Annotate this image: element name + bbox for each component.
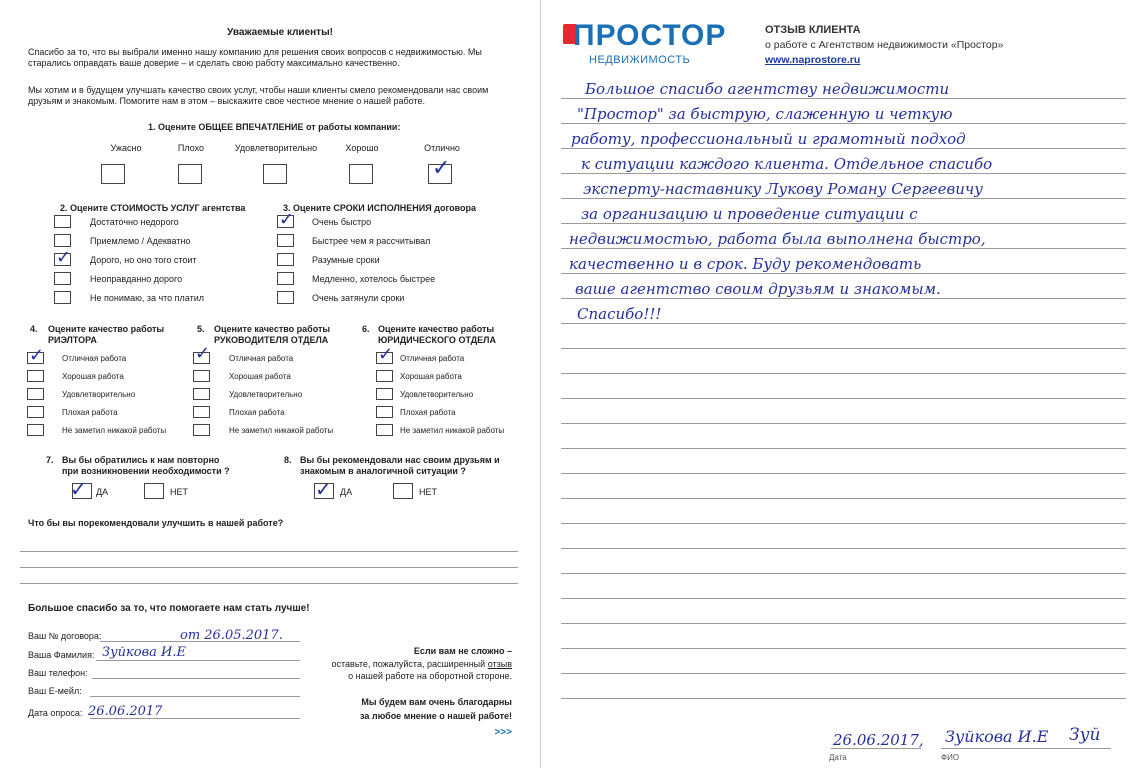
ruled-line [561,448,1126,449]
q2-checkbox[interactable] [54,215,71,228]
ruled-line [561,423,1126,424]
q4-checkbox[interactable] [27,370,44,382]
q1-option-label: Плохо [177,143,205,153]
q6-subject: ЮРИДИЧЕСКОГО ОТДЕЛА [378,335,496,345]
aside-line-3: о нашей работе на оборотной стороне. [348,671,512,681]
intro-paragraph-1: Спасибо за то, что вы выбрали именно нашу компанию для решения своих вопросов с недвижимостью. Мы старались оправдать ваше доверие – и сделать свою работу максимально качественно. [28,47,482,68]
ruled-line [561,498,1126,499]
ruled-line [561,198,1126,199]
footer-signature[interactable]: Зуй [1069,725,1101,745]
company-logo [563,18,727,68]
ruled-line [561,523,1126,524]
ruled-line [561,223,1126,224]
ruled-line [561,698,1126,699]
footer-date[interactable]: 26.06.2017, [833,731,924,749]
q6-option-label: Отличная работа [400,354,465,363]
q4-option-label: Не заметил никакой работы [62,426,167,435]
q6-checkbox[interactable] [376,388,393,400]
ruled-line [561,323,1126,324]
survey-page-front [0,0,540,768]
review-text-line[interactable]: "Простор" за быструю, слаженную и четкую [577,105,953,123]
thanks-line: Большое спасибо за то, что помогаете нам стать лучше! [28,603,310,614]
q5-option-label: Удовлетворительно [229,390,303,399]
q2-title: 2. Оцените СТОИМОСТЬ УСЛУГ агентства [60,203,246,213]
fio-sign-line [941,748,1111,749]
q7-no-checkbox[interactable] [144,483,164,499]
q6-option-label: Не заметил никакой работы [400,426,505,435]
q3-checkbox[interactable] [277,272,294,285]
q1-title: 1. Оцените ОБЩЕЕ ВПЕЧАТЛЕНИЕ от работы компании: [148,122,401,132]
q6-checkbox[interactable] [376,406,393,418]
q8-no-checkbox[interactable] [393,483,413,499]
email-line[interactable] [90,696,300,697]
q6-checkbox[interactable] [376,370,393,382]
review-text-line[interactable]: работу, профессиональный и грамотный подход [571,130,966,148]
q4-option-label: Плохая работа [62,408,118,417]
q4-checkbox[interactable] [27,424,44,436]
ruled-line [561,98,1126,99]
q8-no-label: НЕТ [419,487,437,497]
checkmark-icon: ✓ [29,345,45,366]
writing-line[interactable] [20,551,518,552]
logo-text: ПРОСТОР [573,19,727,52]
q5-option-label: Отличная работа [229,354,294,363]
review-heading: ОТЗЫВ КЛИЕНТА [765,24,861,36]
q1-option-label: Ужасно [110,143,142,153]
ruled-line [561,123,1126,124]
q1-checkbox-terrible[interactable] [101,164,125,184]
q6-title: Оцените качество работы [378,324,495,334]
ruled-line [561,373,1126,374]
q5-option-label: Плохая работа [229,408,285,417]
q3-checkbox[interactable] [277,253,294,266]
checkmark-icon: ✓ [195,343,211,364]
contract-label: Ваш № договора: [28,631,102,641]
q4-title: Оцените качество работы [48,324,165,334]
ruled-line [561,298,1126,299]
review-text-line[interactable]: качественно и в срок. Буду рекомендовать [569,255,922,273]
q7-no-label: НЕТ [170,487,188,497]
q2-checkbox[interactable] [54,234,71,247]
review-text-line[interactable]: Спасибо!!! [577,305,662,323]
q2-option-label: Дорого, но оно того стоит [90,255,197,265]
improve-question: Что бы вы порекомендовали улучшить в нашей работе? [28,518,284,528]
aside-line-2-text: оставьте, пожалуйста, расширенный [331,659,486,669]
intro-paragraph-2: Мы хотим и в будущем улучшать качество своих услуг, чтобы наши клиенты смело рекомендовали нас своим друзьям и знакомым. Помогите нам в этом – выскажите свое честное мнение о нашей работе. [28,85,489,106]
q6-option-label: Плохая работа [400,408,456,417]
q4-number: 4. [30,324,38,334]
greeting: Уважаемые клиенты! [227,27,333,38]
q4-option-label: Отличная работа [62,354,127,363]
q4-checkbox[interactable] [27,406,44,418]
ruled-line [561,273,1126,274]
q7-line1: Вы бы обратились к нам повторно [62,455,220,465]
q4-option-label: Хорошая работа [62,372,124,381]
q8-line1: Вы бы рекомендовали нас своим друзьям и [300,455,500,465]
q5-checkbox[interactable] [193,424,210,436]
footer-name[interactable]: Зуйкова И.Е [945,727,1049,746]
review-page-back [540,0,1140,768]
review-text-line[interactable]: недвижимостью, работа была выполнена быстро, [569,230,986,248]
q7-line2: при возникновении необходимости ? [62,466,230,476]
q2-checkbox[interactable] [54,291,71,304]
q4-checkbox[interactable] [27,388,44,400]
date-value[interactable]: 26.06.2017 [88,704,163,719]
ruled-line [561,573,1126,574]
checkmark-icon: ✓ [56,247,72,268]
contract-value[interactable]: от 26.05.2017. [180,628,283,643]
ruled-line [561,623,1126,624]
aside-line-4: Мы будем вам очень благодарны [361,697,512,707]
q4-subject: РИЭЛТОРА [48,335,97,345]
review-text-line[interactable]: Большое спасибо агентству недвижимости [585,80,950,98]
aside-line-1: Если вам не сложно – [413,646,512,656]
surname-value[interactable]: Зуйкова И.Е [102,645,187,660]
q7-number: 7. [46,455,54,465]
q5-option-label: Хорошая работа [229,372,291,381]
q1-option-label: Удовлетворительно [234,143,318,153]
q2-checkbox[interactable] [54,272,71,285]
q3-checkbox[interactable] [277,291,294,304]
q5-checkbox[interactable] [193,370,210,382]
q3-option-label: Разумные сроки [312,255,380,265]
review-subheading: о работе с Агентством недвижимости «Простор» [765,39,1004,51]
q1-checkbox-bad[interactable] [178,164,202,184]
fio-caption: ФИО [941,753,960,762]
ruled-line [561,648,1126,649]
checkmark-icon: ✓ [432,156,451,181]
q2-option-label: Приемлемо / Адекватно [90,236,191,246]
q8-number: 8. [284,455,292,465]
ruled-line [561,548,1126,549]
q1-checkbox-good[interactable] [349,164,373,184]
ruled-line [561,348,1126,349]
review-link[interactable]: отзыв [487,659,512,669]
ruled-line [561,173,1126,174]
phone-line[interactable] [92,678,300,679]
q3-option-label: Очень затянули сроки [312,293,405,303]
email-label: Ваш E-мейл: [28,686,82,696]
checkmark-icon: ✓ [315,477,332,501]
q3-title: 3. Оцените СРОКИ ИСПОЛНЕНИЯ договора [283,203,476,213]
q1-option-label: Отлично [424,143,460,153]
ruled-line [561,673,1126,674]
q3-option-label: Быстрее чем я рассчитывал [312,236,431,246]
q5-option-label: Не заметил никакой работы [229,426,334,435]
q7-yes-label: ДА [96,487,109,497]
logo-subtitle: НЕДВИЖИМОСТЬ [589,54,691,66]
ruled-line [561,398,1126,399]
q2-option-label: Неоправданно дорого [90,274,183,284]
date-label: Дата опроса: [28,708,83,718]
q2-option-label: Не понимаю, за что платил [90,293,205,303]
phone-label: Ваш телефон: [28,668,88,678]
q8-line2: знакомым в аналогичной ситуации ? [300,466,466,476]
q5-checkbox[interactable] [193,406,210,418]
aside-line-2 [270,659,512,670]
q1-checkbox-satisfactory[interactable] [263,164,287,184]
q4-option-label: Удовлетворительно [62,390,136,399]
aside-line-5: за любое мнение о нашей работе! [359,711,512,721]
ruled-line [561,248,1126,249]
date-caption: Дата [829,753,847,762]
review-text-line[interactable]: к ситуации каждого клиента. Отдельное спасибо [581,155,993,173]
q3-option-label: Очень быстро [312,217,372,227]
ruled-line [561,148,1126,149]
q6-number: 6. [362,324,370,334]
q5-checkbox[interactable] [193,388,210,400]
checkmark-icon: ✓ [279,209,295,230]
q3-checkbox[interactable] [277,234,294,247]
q6-option-label: Хорошая работа [400,372,462,381]
q5-subject: РУКОВОДИТЕЛЯ ОТДЕЛА [214,335,329,345]
q1-option-label: Хорошо [345,143,379,153]
checkmark-icon: ✓ [378,344,394,365]
ruled-line [561,473,1126,474]
arrow-icon[interactable]: >>> [494,727,512,738]
company-url-link[interactable]: www.naprostore.ru [765,54,861,66]
review-text-line[interactable]: за организацию и проведение ситуации с [581,205,918,223]
review-text-line[interactable]: эксперту-наставнику Лукову Роману Сергеевичу [583,180,983,198]
q3-option-label: Медленно, хотелось быстрее [312,274,436,284]
q5-title: Оцените качество работы [214,324,331,334]
review-text-line[interactable]: ваше агентство своим друзьям и знакомым. [575,280,941,298]
q2-option-label: Достаточно недорого [90,217,179,227]
q5-number: 5. [197,324,205,334]
ruled-line [561,598,1126,599]
writing-line[interactable] [20,567,518,568]
writing-line[interactable] [20,583,518,584]
checkmark-icon: ✓ [70,477,87,501]
surname-label: Ваша Фамилия: [28,650,95,660]
q6-option-label: Удовлетворительно [400,390,474,399]
q6-checkbox[interactable] [376,424,393,436]
q8-yes-label: ДА [340,487,353,497]
